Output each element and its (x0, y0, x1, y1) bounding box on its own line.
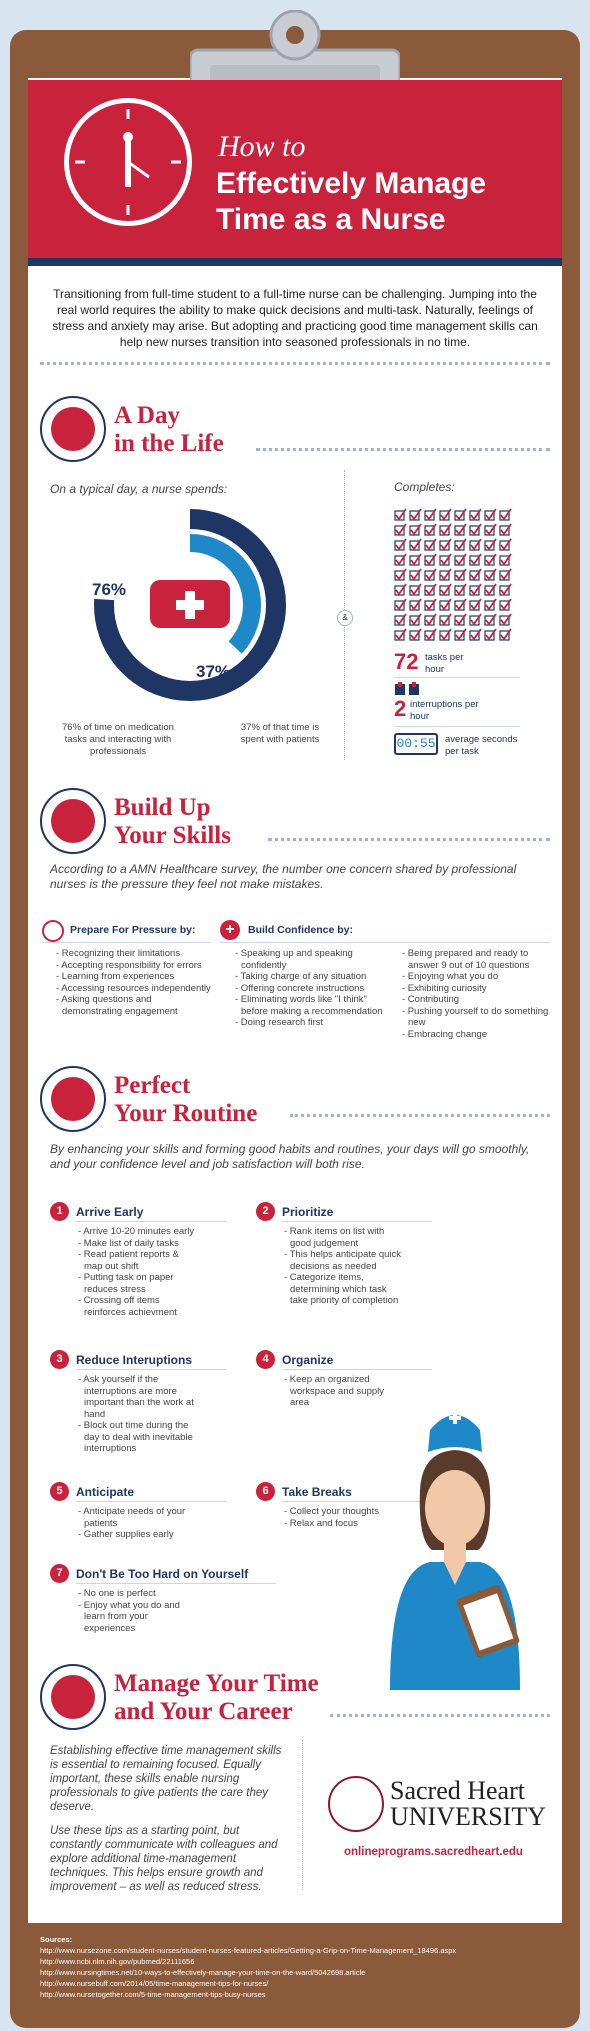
list-item: - Arrive 10-20 minutes early (78, 1226, 195, 1237)
sources (40, 1934, 540, 2000)
list-item: - Taking charge of any situation (235, 971, 367, 982)
seconds-label: average seconds per task (445, 734, 518, 757)
caption-right: 37% of that time is spent with patients (240, 722, 320, 745)
list-item: - Speaking up and speaking confidently (235, 948, 353, 971)
caption-left: 76% of time on medication tasks and interacting with professionals (62, 722, 174, 757)
confidence-heading: Build Confidence by: (248, 924, 353, 936)
list-item: - Accessing resources independently (56, 982, 211, 994)
list-item: - Read patient reports & map out shift (78, 1249, 179, 1272)
step-list (76, 1506, 196, 1541)
list-item: - Recognizing their limitations (56, 948, 181, 959)
step-list (76, 1226, 196, 1318)
step-list (282, 1226, 402, 1307)
step-number: 6 (256, 1482, 275, 1501)
and-symbol: & (337, 610, 353, 626)
career-para-1: Establishing effective time management skills is essential to remaining focused. Equally important, these skills enable nursing professionals to give patients the care they deserve. (50, 1745, 282, 1813)
university-name: Sacred Heart (390, 1776, 525, 1805)
list-item: - Rank items on list with good judgement (284, 1226, 385, 1249)
step-number: 7 (50, 1564, 69, 1583)
list-item: - Block out time during the day to deal with inevitable interruptions (78, 1420, 193, 1454)
header-title-small: How to (218, 130, 306, 163)
step-title: Take Breaks (282, 1485, 352, 1499)
divider (76, 1221, 226, 1222)
university-name-2: UNIVERSITY (390, 1802, 546, 1831)
day-title-2: in the Life (114, 430, 224, 457)
step-title: Reduce Interuptions (76, 1353, 193, 1367)
list-item: - Categorize items, determining which task take priority of completion (284, 1272, 399, 1306)
list-item: - Gather supplies early (78, 1529, 174, 1540)
nurse-illustration (360, 1390, 550, 1690)
list-item: - Collect your thoughts (284, 1506, 380, 1517)
step-number: 2 (256, 1202, 275, 1221)
list-item: - Exhibiting curiosity (402, 982, 487, 994)
list-item: - Doing research first (235, 1017, 324, 1028)
list-item: - Contributing (402, 994, 460, 1005)
list-item: - Enjoying what you do (402, 971, 499, 982)
list-item: - Learning from experiences (56, 971, 175, 982)
list-item: - Pushing yourself to do something new (402, 1005, 549, 1028)
career-title-2: and Your Career (114, 1698, 293, 1725)
list-item: - Accepting responsibility for errors (56, 959, 202, 971)
list-item: - No one is perfect (78, 1588, 156, 1599)
pressure-list (54, 948, 214, 1017)
pct-inner: 37% (196, 662, 231, 681)
career-para-2: Use these tips as a starting point, but constantly communicate with colleagues and explore additional time-management techniques. This helps ensure growth and improvement – as well as reduced stress. (50, 1825, 278, 1893)
divider (76, 1583, 276, 1584)
divider (330, 1714, 550, 1717)
routine-title-2: Your Routine (114, 1100, 258, 1127)
divider (256, 448, 550, 451)
source-link[interactable]: http://www.nursingtimes.net/10-ways-to-effectively-manage-your-time-on-the-ward/5042698.article (40, 1968, 366, 1977)
list-item: - Anticipate needs of your patients (78, 1506, 186, 1529)
step-list (76, 1374, 196, 1455)
list-item: - Crossing off items reinforces achievment (78, 1295, 177, 1318)
list-item: - Enjoy what you do and learn from your experiences (78, 1599, 180, 1634)
step-title: Arrive Early (76, 1205, 144, 1219)
source-link[interactable]: http://www.nursetogether.com/5-time-management-tips-busy-nurses (40, 1990, 266, 1999)
step-number: 5 (50, 1482, 69, 1501)
list-item: - Make list of daily tasks (78, 1237, 179, 1249)
source-link[interactable]: http://www.nursezone.com/student-nurses/student-nurses-featured-articles/Getting-a-Grip-on-Time-Management_18496.aspx (40, 1946, 457, 1955)
divider (394, 677, 520, 678)
people-icon (394, 682, 424, 696)
divider (302, 1740, 303, 1890)
pct-main: 76% (92, 580, 127, 599)
list-item: - Putting task on paper reduces stress (78, 1272, 174, 1295)
list-item: - Ask yourself if the interruptions are more important than the work at hand (78, 1374, 194, 1420)
watch-icon (40, 1664, 106, 1730)
list-item: - Eliminating words like "I think" before making a recommendation (235, 994, 383, 1017)
confidence-list-b (400, 948, 560, 1040)
tasks-label: tasks per hour (425, 652, 464, 675)
step-title: Organize (282, 1353, 334, 1367)
divider (42, 942, 210, 943)
divider (282, 1369, 432, 1370)
plus-icon: + (220, 920, 240, 940)
divider (76, 1501, 226, 1502)
divider (220, 942, 550, 943)
step-list (76, 1588, 196, 1634)
calendar-icon (40, 396, 106, 462)
head-icon (40, 788, 106, 854)
divider (394, 726, 520, 727)
divider (282, 1221, 432, 1222)
university-url[interactable]: onlineprograms.sacredheart.edu (344, 1846, 523, 1858)
completes-label: Completes: (394, 480, 455, 494)
list-item: - Offering concrete instructions (235, 982, 365, 994)
routine-intro: By enhancing your skills and forming good habits and routines, your days will go smoothly, and your confidence level and job satisfaction will both rise. (50, 1142, 530, 1171)
step-title: Prioritize (282, 1205, 334, 1219)
routine-title-1: Perfect (114, 1072, 191, 1099)
career-title-1: Manage Your Time (114, 1670, 319, 1697)
list-item: - Relax and focus (284, 1517, 358, 1529)
interruptions-label: interruptions per hour (410, 699, 479, 722)
source-link[interactable]: http://www.nursebuff.com/2014/05/time-management-tips-for-nurses/ (40, 1979, 269, 1988)
step-title: Anticipate (76, 1485, 135, 1499)
interruptions-number: 2 (394, 696, 407, 721)
survey-text: According to a AMN Healthcare survey, the number one concern shared by professional nurses is the pressure they feel not make mistakes. (50, 862, 517, 891)
donut-chart (90, 505, 290, 705)
list-item: - This helps anticipate quick decisions as needed (284, 1249, 402, 1272)
confidence-list-a (233, 948, 393, 1029)
day-title-1: A Day (114, 402, 180, 429)
source-link[interactable]: http://www.ncbi.nlm.nih.gov/pubmed/22111656 (40, 1957, 195, 1966)
university-seal-icon (328, 1776, 384, 1832)
divider (268, 838, 550, 841)
pressure-heading: Prepare For Pressure by: (70, 924, 196, 936)
checklist-icon (40, 1066, 106, 1132)
checkbox-grid (394, 508, 520, 648)
list-item: - Embracing change (402, 1028, 488, 1040)
step-number: 3 (50, 1350, 69, 1369)
header-banner (28, 80, 562, 266)
step-number: 1 (50, 1202, 69, 1221)
header-title: Effectively Manage Time as a Nurse (216, 167, 487, 236)
tasks-number: 72 (394, 649, 419, 674)
step-title: Don't Be Too Hard on Yourself (76, 1567, 249, 1581)
divider (290, 1114, 550, 1117)
divider (40, 362, 550, 365)
skills-title-1: Build Up (114, 794, 211, 821)
pressure-icon (42, 920, 64, 942)
clock-icon (64, 98, 192, 226)
list-item: - Asking questions and demonstrating engagement (56, 994, 178, 1017)
skills-title-2: Your Skills (114, 822, 231, 849)
step-number: 4 (256, 1350, 275, 1369)
spends-label: On a typical day, a nurse spends: (50, 482, 228, 496)
sources-heading: Sources: (40, 1935, 73, 1944)
timer-display: 00:55 (394, 733, 438, 755)
intro-text: Transitioning from full-time student to a full-time nurse can be challenging. Jumping into the real world requires the ability to make quick decisions and multi-task. Naturally, feelings of stress and anxiety may arise. But adopting and practicing good time management skills can help new nurses transition into seasoned professionals in no time. (52, 287, 538, 349)
divider (76, 1369, 226, 1370)
list-item: - Keep an organized workspace and supply area (284, 1374, 384, 1408)
list-item: - Being prepared and ready to answer 9 out of 10 questions (402, 948, 530, 971)
